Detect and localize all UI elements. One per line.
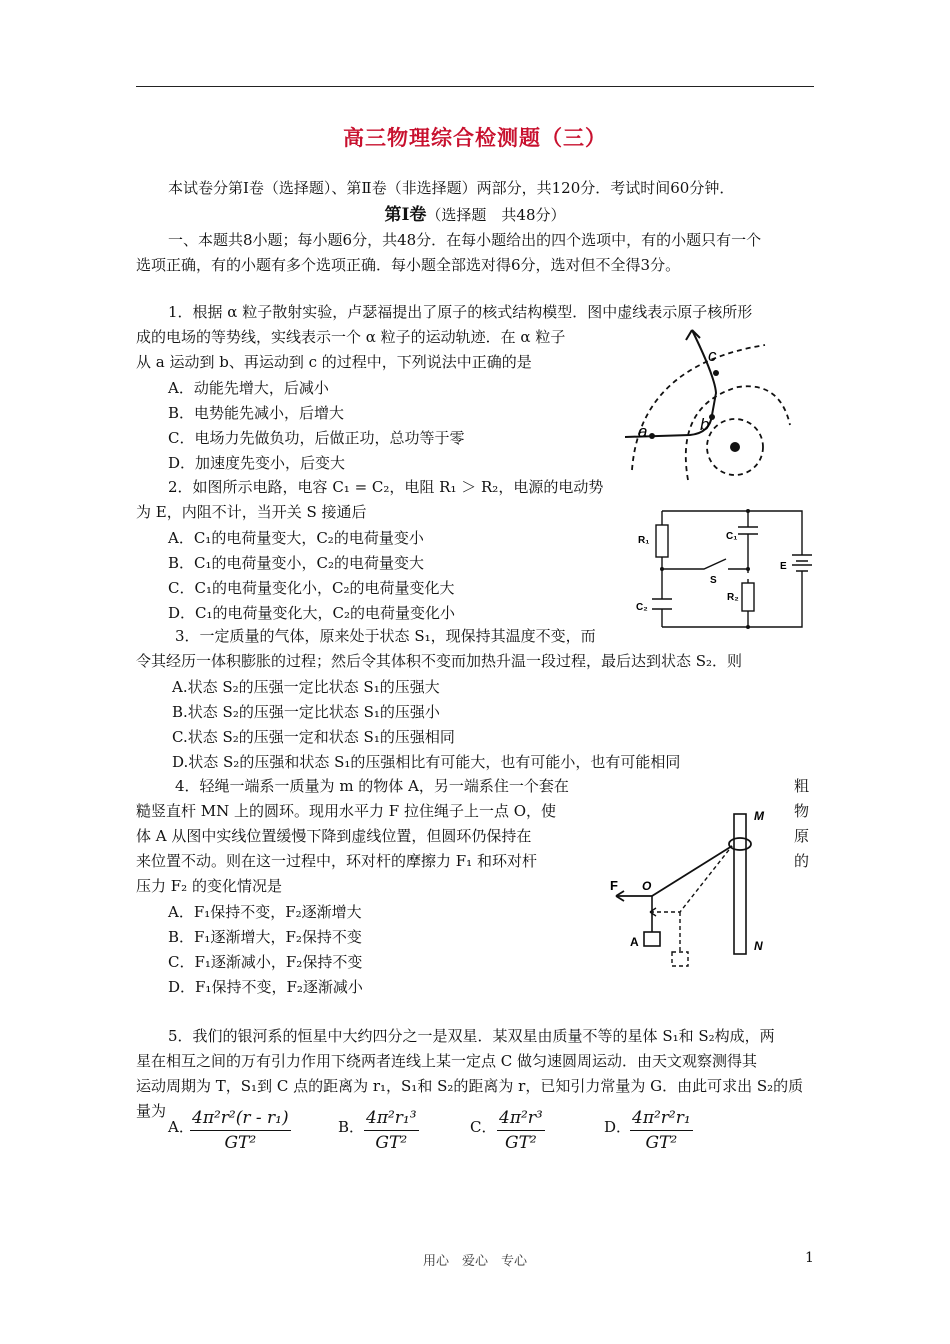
label-m: M [754, 809, 764, 823]
q4-side-char-3: 原 [794, 827, 810, 845]
q3-option-c: C.状态 S₂的压强一定和状态 S₁的压强相同 [172, 728, 455, 746]
rope-dashed-upper [650, 846, 732, 912]
label-r2: R₂ [727, 592, 739, 603]
q3-option-b: B.状态 S₂的压强一定比状态 S₁的压强小 [172, 703, 440, 721]
label-e: E [780, 561, 787, 572]
r1-resistor [656, 525, 668, 557]
q5-line-3: 运动周期为 T，S₁到 C 点的距离为 r₁，S₁和 S₂的距离为 r，已知引力常量为 G．由此可求出 S₂的质 [136, 1077, 804, 1095]
block-a-dashed [672, 952, 688, 966]
instructions-line-2: 选项正确，有的小题有多个选项正确．每小题全部选对得6分，选对但不全得3分。 [136, 256, 681, 274]
section-sub: （选择题 共48分） [426, 206, 566, 224]
q5-option-b-formula [364, 1108, 419, 1153]
q1-line-3: 从 a 运动到 b、再运动到 c 的过程中，下列说法中正确的是 [136, 353, 532, 371]
section-head: 第Ⅰ卷 [384, 205, 427, 225]
c2-capacitor [652, 599, 672, 609]
q1-option-c: C．电场力先做负功，后做正功，总功等于零 [168, 429, 465, 447]
q3-option-a: A.状态 S₂的压强一定比状态 S₁的压强大 [172, 678, 440, 696]
q2-line-2: 为 E，内阻不计，当开关 S 接通后 [136, 503, 367, 521]
q4-option-a: A．F₁保持不变，F₂逐渐增大 [168, 903, 362, 921]
q1-line-1: 1．根据 α 粒子散射实验，卢瑟福提出了原子的核式结构模型．图中虚线表示原子核所形 [168, 303, 753, 321]
intro-text: 本试卷分第Ⅰ卷（选择题）、第Ⅱ卷（非选择题）两部分，共120分．考试时间60分钟． [168, 179, 735, 197]
rope-ring-figure [608, 800, 788, 975]
page-footer: 用心 爱心 专心 [422, 1254, 527, 1269]
q5-option-b-label: B． [338, 1118, 365, 1136]
label-f: F [610, 878, 618, 893]
q2-option-c: C．C₁的电荷量变化小，C₂的电荷量变化大 [168, 579, 455, 597]
q4-line-4: 来位置不动。则在这一过程中，环对杆的摩擦力 F₁ 和环对杆 [136, 852, 537, 870]
q4-option-b: B．F₁逐渐增大，F₂保持不变 [168, 928, 362, 946]
q2-option-b: B．C₁的电荷量变小，C₂的电荷量变大 [168, 554, 425, 572]
header-rule [136, 86, 814, 87]
q2-option-d: D．C₁的电荷量变化大，C₂的电荷量变化小 [168, 604, 456, 622]
q5-option-d-numerator: 4π²r²r₁ [630, 1108, 693, 1131]
battery [792, 555, 812, 571]
q1-line-2: 成的电场的等势线，实线表示一个 α 粒子的运动轨迹．在 α 粒子 [136, 328, 566, 346]
r2-resistor [742, 583, 754, 611]
circuit-figure [636, 503, 818, 633]
label-c2: C₂ [636, 602, 648, 613]
q5-option-c-denominator: GT² [505, 1133, 537, 1153]
label-n: N [754, 939, 763, 953]
label-c: c [708, 346, 717, 365]
c1-capacitor [738, 527, 758, 534]
q1-option-a: A．动能先增大，后减小 [168, 379, 329, 397]
label-r1: R₁ [638, 535, 650, 546]
label-c1: C₁ [726, 531, 738, 542]
q5-option-a-formula [190, 1108, 291, 1153]
q5-line-2: 星在相互之间的万有引力作用下绕两者连线上某一定点 C 做匀速圆周运动．由天文观察测得其 [136, 1052, 758, 1070]
alpha-scattering-figure [620, 325, 795, 485]
q4-side-char-1: 粗 [794, 777, 810, 795]
q4-side-char-4: 的 [794, 852, 810, 870]
q5-option-d-denominator: GT² [645, 1133, 678, 1153]
q4-line-1: 4．轻绳一端系一质量为 m 的物体 A，另一端系住一个套在 [175, 777, 569, 795]
q5-option-b-numerator: 4π²r₁³ [364, 1108, 419, 1131]
q5-option-c-numerator: 4π²r³ [497, 1108, 545, 1131]
outer-equipotential [632, 345, 765, 470]
q5-option-c-formula [497, 1108, 545, 1153]
q5-option-a-denominator: GT² [224, 1133, 257, 1153]
arrow-head [686, 330, 700, 340]
q2-option-a: A．C₁的电荷量变大，C₂的电荷量变小 [168, 529, 424, 547]
vertical-rod [734, 814, 746, 954]
section-title [0, 200, 950, 225]
q4-option-c: C．F₁逐渐减小，F₂保持不变 [168, 953, 363, 971]
q3-line-2: 令其经历一体积膨胀的过程；然后令其体积不变而加热升温一段过程，最后达到状态 S₂．则 [136, 652, 743, 670]
q5-line-4: 量为 [136, 1102, 167, 1120]
label-a: A [630, 935, 639, 949]
nucleus [730, 442, 740, 452]
q1-option-b: B．电势能先减小，后增大 [168, 404, 345, 422]
rope-upper [652, 846, 732, 896]
q2-line-1: 2．如图所示电路，电容 C₁ = C₂，电阻 R₁ ＞ R₂，电源的电动势 [168, 478, 604, 496]
q5-option-c-label: C． [470, 1118, 497, 1136]
page-title: 高三物理综合检测题（三） [343, 125, 607, 150]
q5-option-a-numerator: 4π²r²(r - r₁) [190, 1108, 291, 1131]
q5-line-1: 5．我们的银河系的恒星中大约四分之一是双星．某双星由质量不等的星体 S₁和 S₂构成，两 [168, 1027, 775, 1045]
q4-side-char-2: 物 [794, 802, 810, 820]
q4-line-5: 压力 F₂ 的变化情况是 [136, 877, 282, 895]
instructions-line-1: 一、本题共8小题；每小题6分，共48分．在每小题给出的四个选项中，有的小题只有一个 [168, 231, 762, 249]
label-o: O [642, 879, 652, 893]
q5-option-b-denominator: GT² [375, 1133, 408, 1153]
q5-option-a-label: A． [168, 1118, 194, 1136]
q4-option-d: D．F₁保持不变，F₂逐渐减小 [168, 978, 363, 996]
q5-option-d-formula [630, 1108, 693, 1153]
q5-option-d-label: D． [604, 1118, 632, 1136]
q3-option-d: D.状态 S₂的压强和状态 S₁的压强相比有可能大，也有可能小，也有可能相同 [172, 753, 681, 771]
q1-option-d: D．加速度先变小，后变大 [168, 454, 346, 472]
block-a [644, 932, 660, 946]
label-b: b [700, 415, 710, 434]
label-s: S [710, 575, 717, 586]
q4-line-3: 体 A 从图中实线位置缓慢下降到虚线位置，但圆环仍保持在 [136, 827, 532, 845]
page-number: 1 [805, 1250, 814, 1266]
q3-line-1: 3．一定质量的气体，原来处于状态 S₁，现保持其温度不变，而 [175, 627, 596, 645]
label-a: a [638, 422, 648, 441]
q4-line-2: 糙竖直杆 MN 上的圆环。现用水平力 F 拉住绳子上一点 O，使 [136, 802, 557, 820]
